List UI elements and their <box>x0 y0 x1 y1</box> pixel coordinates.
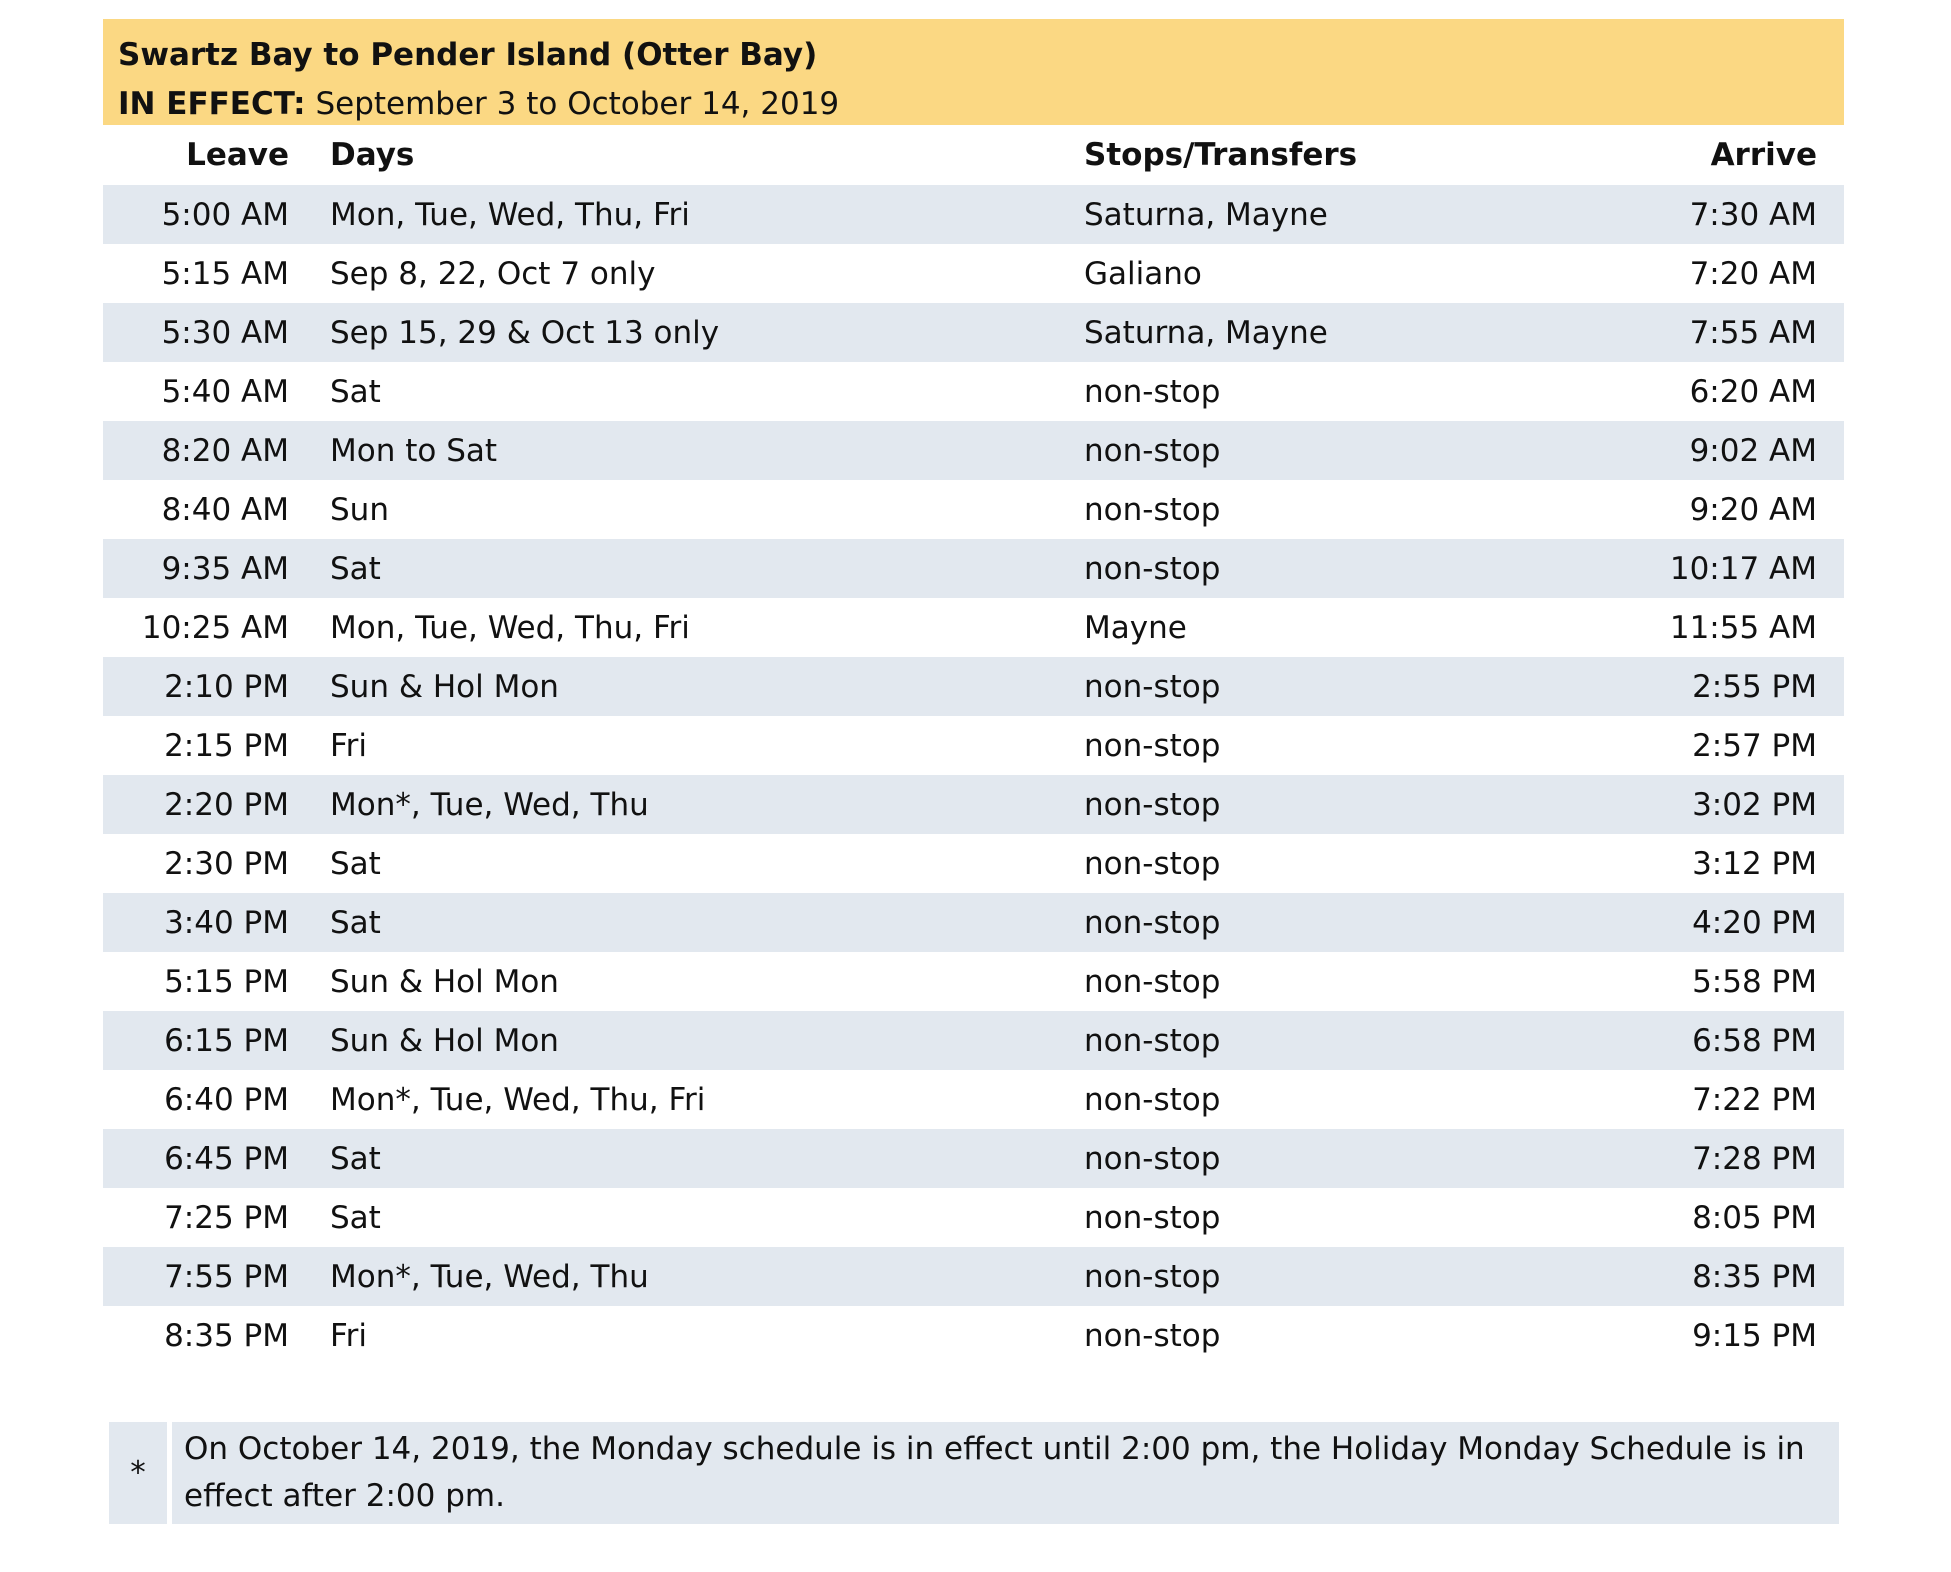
table-row <box>103 539 1844 598</box>
stops-transfers-cell: non-stop <box>1084 1199 1221 1236</box>
stops-transfers-cell: Saturna, Mayne <box>1084 196 1328 233</box>
leave-time-cell: 5:15 AM <box>161 255 289 292</box>
table-row <box>103 362 1844 421</box>
arrive-time-cell: 7:28 PM <box>1692 1140 1817 1177</box>
days-cell: Sun & Hol Mon <box>330 668 559 705</box>
stops-transfers-cell: non-stop <box>1084 1081 1221 1118</box>
days-cell: Sep 15, 29 & Oct 13 only <box>330 314 720 351</box>
arrive-time-cell: 8:05 PM <box>1692 1199 1817 1236</box>
table-row <box>103 185 1844 244</box>
stops-transfers-cell: non-stop <box>1084 491 1221 528</box>
stops-transfers-cell: non-stop <box>1084 727 1221 764</box>
arrive-time-cell: 7:55 AM <box>1689 314 1817 351</box>
leave-time-cell: 6:15 PM <box>164 1022 289 1059</box>
stops-transfers-cell: non-stop <box>1084 1140 1221 1177</box>
arrive-time-cell: 3:12 PM <box>1692 845 1817 882</box>
table-row <box>103 1129 1844 1188</box>
arrive-time-cell: 2:57 PM <box>1692 727 1817 764</box>
arrive-time-cell: 4:20 PM <box>1692 904 1817 941</box>
table-row <box>103 244 1844 303</box>
leave-time-cell: 8:20 AM <box>161 432 289 469</box>
days-cell: Sun & Hol Mon <box>330 963 559 1000</box>
days-cell: Mon to Sat <box>330 432 498 469</box>
in-effect-line <box>118 80 1829 128</box>
days-cell: Fri <box>330 727 367 764</box>
stops-transfers-cell: non-stop <box>1084 1258 1221 1295</box>
arrive-time-cell: 2:55 PM <box>1692 668 1817 705</box>
arrive-time-cell: 9:20 AM <box>1689 491 1817 528</box>
arrive-time-cell: 6:58 PM <box>1692 1022 1817 1059</box>
arrive-time-cell: 7:22 PM <box>1692 1081 1817 1118</box>
stops-transfers-cell: non-stop <box>1084 373 1221 410</box>
stops-transfers-cell: non-stop <box>1084 432 1221 469</box>
days-cell: Sun & Hol Mon <box>330 1022 559 1059</box>
stops-transfers-cell: Mayne <box>1084 609 1187 646</box>
leave-time-cell: 5:30 AM <box>161 314 289 351</box>
footnote <box>109 1422 1839 1524</box>
stops-transfers-cell: non-stop <box>1084 550 1221 587</box>
days-cell: Mon*, Tue, Wed, Thu <box>330 786 649 823</box>
days-cell: Sat <box>330 550 381 587</box>
days-cell: Sun <box>330 491 389 528</box>
leave-time-cell: 9:35 AM <box>161 550 289 587</box>
days-cell: Sat <box>330 1199 381 1236</box>
days-cell: Sep 8, 22, Oct 7 only <box>330 255 656 292</box>
days-cell: Mon, Tue, Wed, Thu, Fri <box>330 196 690 233</box>
leave-time-cell: 6:45 PM <box>164 1140 289 1177</box>
leave-time-cell: 8:35 PM <box>164 1317 289 1354</box>
leave-time-cell: 5:40 AM <box>161 373 289 410</box>
table-row <box>103 834 1844 893</box>
leave-time-cell: 2:15 PM <box>164 727 289 764</box>
table-row <box>103 598 1844 657</box>
leave-time-cell: 6:40 PM <box>164 1081 289 1118</box>
table-row <box>103 1188 1844 1247</box>
stops-transfers-cell: non-stop <box>1084 1022 1221 1059</box>
days-cell: Mon*, Tue, Wed, Thu, Fri <box>330 1081 706 1118</box>
leave-time-cell: 7:55 PM <box>164 1258 289 1295</box>
column-header-leave: Leave <box>186 137 289 173</box>
arrive-time-cell: 9:15 PM <box>1692 1317 1817 1354</box>
arrive-time-cell: 8:35 PM <box>1692 1258 1817 1295</box>
ferry-schedule <box>103 19 1844 1365</box>
leave-time-cell: 2:10 PM <box>164 668 289 705</box>
stops-transfers-cell: non-stop <box>1084 786 1221 823</box>
table-row <box>103 1306 1844 1365</box>
stops-transfers-cell: Galiano <box>1084 255 1202 292</box>
days-cell: Mon*, Tue, Wed, Thu <box>330 1258 649 1295</box>
leave-time-cell: 3:40 PM <box>164 904 289 941</box>
days-cell: Sat <box>330 845 381 882</box>
table-row <box>103 1070 1844 1129</box>
table-row <box>103 1011 1844 1070</box>
table-row <box>103 1247 1844 1306</box>
table-row <box>103 952 1844 1011</box>
stops-transfers-cell: non-stop <box>1084 1317 1221 1354</box>
leave-time-cell: 7:25 PM <box>164 1199 289 1236</box>
days-cell: Sat <box>330 904 381 941</box>
in-effect-dates: September 3 to October 14, 2019 <box>315 86 840 122</box>
table-row <box>103 893 1844 952</box>
arrive-time-cell: 5:58 PM <box>1692 963 1817 1000</box>
schedule-header <box>103 19 1844 125</box>
leave-time-cell: 2:30 PM <box>164 845 289 882</box>
days-cell: Sat <box>330 373 381 410</box>
arrive-time-cell: 9:02 AM <box>1689 432 1817 469</box>
leave-time-cell: 8:40 AM <box>161 491 289 528</box>
days-cell: Fri <box>330 1317 367 1354</box>
stops-transfers-cell: non-stop <box>1084 668 1221 705</box>
column-headers <box>103 125 1844 185</box>
stops-transfers-cell: Saturna, Mayne <box>1084 314 1328 351</box>
leave-time-cell: 2:20 PM <box>164 786 289 823</box>
table-row <box>103 775 1844 834</box>
leave-time-cell: 10:25 AM <box>141 609 289 646</box>
table-row <box>103 421 1844 480</box>
arrive-time-cell: 7:30 AM <box>1689 196 1817 233</box>
table-row <box>103 716 1844 775</box>
stops-transfers-cell: non-stop <box>1084 845 1221 882</box>
stops-transfers-cell: non-stop <box>1084 904 1221 941</box>
arrive-time-cell: 6:20 AM <box>1689 373 1817 410</box>
in-effect-label: IN EFFECT: <box>118 86 306 122</box>
arrive-time-cell: 10:17 AM <box>1669 550 1817 587</box>
column-header-stops: Stops/Transfers <box>1084 137 1358 173</box>
arrive-time-cell: 11:55 AM <box>1669 609 1817 646</box>
schedule-rows <box>103 185 1844 1365</box>
leave-time-cell: 5:15 PM <box>164 963 289 1000</box>
column-header-arrive: Arrive <box>1710 137 1817 173</box>
stops-transfers-cell: non-stop <box>1084 963 1221 1000</box>
footnote-marker: * <box>109 1422 167 1524</box>
leave-time-cell: 5:00 AM <box>161 196 289 233</box>
arrive-time-cell: 3:02 PM <box>1692 786 1817 823</box>
days-cell: Mon, Tue, Wed, Thu, Fri <box>330 609 690 646</box>
days-cell: Sat <box>330 1140 381 1177</box>
table-row <box>103 657 1844 716</box>
column-header-days: Days <box>330 137 415 173</box>
route-title: Swartz Bay to Pender Island (Otter Bay) <box>118 37 818 73</box>
table-row <box>103 303 1844 362</box>
table-row <box>103 480 1844 539</box>
footnote-text: On October 14, 2019, the Monday schedule is in effect until 2:00 pm, the Holiday Monday Schedule is in effect after 2:00 pm. <box>172 1422 1839 1524</box>
arrive-time-cell: 7:20 AM <box>1689 255 1817 292</box>
